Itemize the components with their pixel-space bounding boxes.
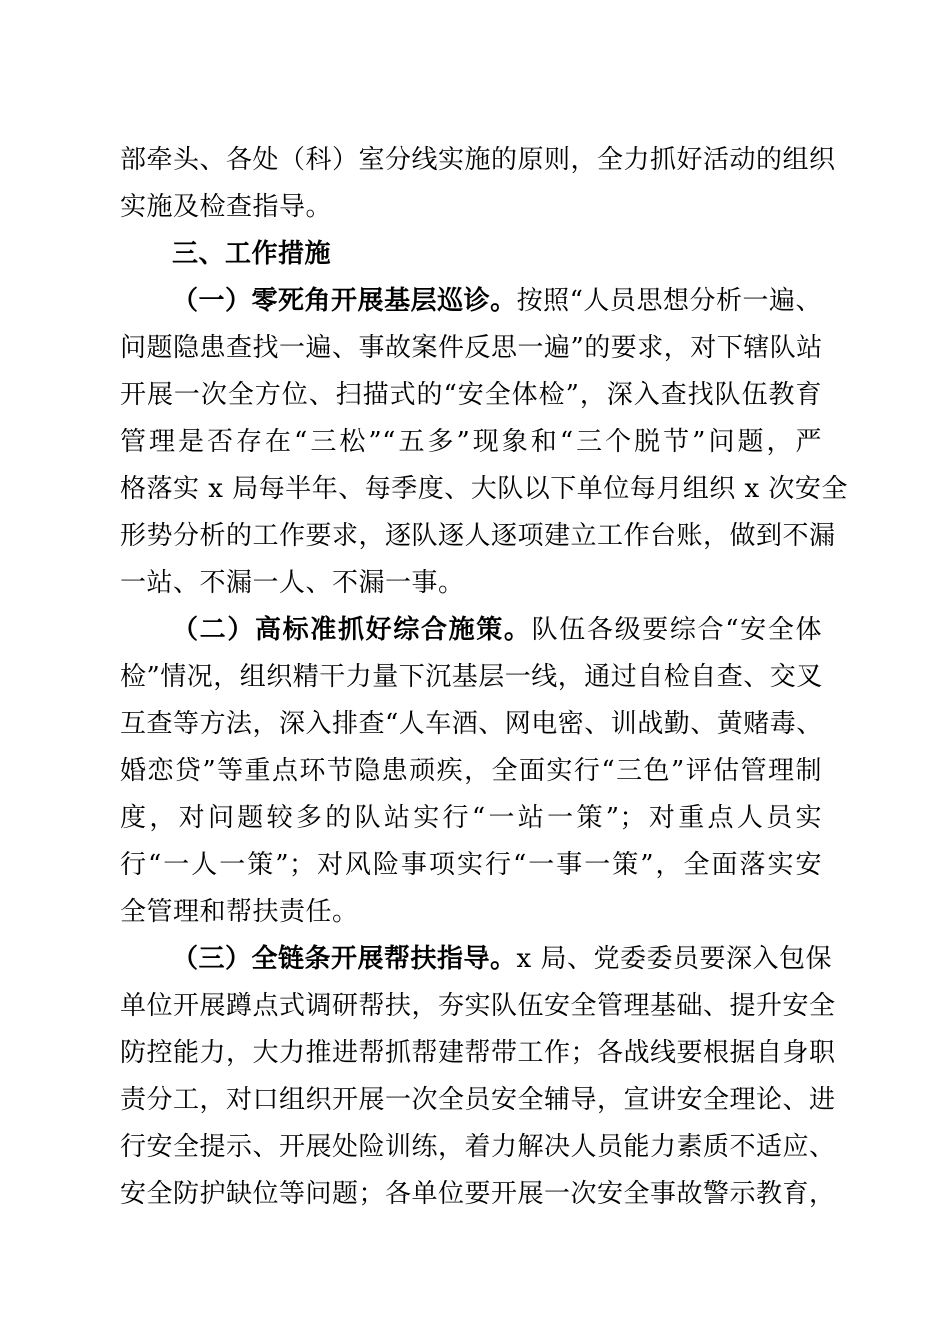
paragraph-1-first-text: 按照“人员思想分析一遍、 (516, 286, 822, 316)
paragraph-2-first-text: 队伍各级要综合“安全体 (531, 615, 822, 645)
paragraph-1-line-3: 开展一次全方位、扫描式的“安全体检”，深入查找队伍教育 (120, 380, 822, 410)
intro-line-2: 实施及检查指导。 (120, 192, 333, 222)
paragraph-3 (120, 936, 836, 1218)
paragraph-1-line-6: 形势分析的工作要求，逐队逐人逐项建立工作台账，做到不漏 (120, 521, 836, 551)
intro-paragraph (120, 137, 836, 231)
intro-line-1: 部牵头、各处（科）室分线实施的原则，全力抓好活动的组织 (120, 145, 836, 175)
paragraph-2-title: （二）高标准抓好综合施策。 (172, 615, 532, 645)
paragraph-3-line-5: 行安全提示、开展处险训练，着力解决人员能力素质不适应、 (120, 1132, 836, 1162)
paragraph-1-title: （一）零死角开展基层巡诊。 (172, 286, 517, 316)
document-page (120, 137, 848, 1218)
paragraph-3-line-3: 防控能力，大力推进帮抓帮建帮带工作；各战线要根据自身职 (120, 1038, 836, 1068)
paragraph-3-title: （三）全链条开展帮扶指导。 (172, 944, 517, 974)
paragraph-2 (120, 607, 822, 936)
paragraph-2-line-5: 度，对问题较多的队站实行“一站一策”；对重点人员实 (120, 803, 822, 833)
paragraph-2-line-4: 婚恋贷”等重点环节隐患顽疾，全面实行“三色”评估管理制 (120, 756, 822, 786)
paragraph-2-line-6: 行“一人一策”；对风险事项实行“一事一策”，全面落实安 (120, 850, 822, 880)
paragraph-1-line-4: 管理是否存在“三松”“五多”现象和“三个脱节”问题，严 (120, 427, 822, 457)
paragraph-2-line-2: 检”情况，组织精干力量下沉基层一线，通过自检自查、交叉 (120, 662, 823, 692)
paragraph-2-first-line (120, 607, 822, 654)
paragraph-1 (120, 278, 848, 607)
section-heading: 三、工作措施 (172, 239, 332, 269)
paragraph-1-line-2: 问题隐患查找一遍、事故案件反思一遍”的要求，对下辖队站 (120, 333, 823, 363)
paragraph-1-first-line (120, 278, 822, 325)
paragraph-1-line-5: 格落实 x 局每半年、每季度、大队以下单位每月组织 x 次安全 (120, 474, 848, 504)
paragraph-3-line-2: 单位开展蹲点式调研帮扶，夯实队伍安全管理基础、提升安全 (120, 991, 836, 1021)
paragraph-3-first-text: x 局、党委委员要深入包保 (516, 944, 832, 974)
paragraph-2-line-3: 互查等方法，深入排查“人车酒、网电密、训战勤、黄赌毒、 (120, 709, 823, 739)
paragraph-3-line-6: 安全防护缺位等问题；各单位要开展一次安全事故警示教育， (120, 1179, 836, 1209)
paragraph-3-line-4: 责分工，对口组织开展一次全员安全辅导，宣讲安全理论、进 (120, 1085, 836, 1115)
paragraph-1-line-7: 一站、不漏一人、不漏一事。 (120, 568, 465, 598)
paragraph-3-first-line (120, 936, 832, 983)
paragraph-2-line-7: 全管理和帮扶责任。 (120, 897, 359, 927)
